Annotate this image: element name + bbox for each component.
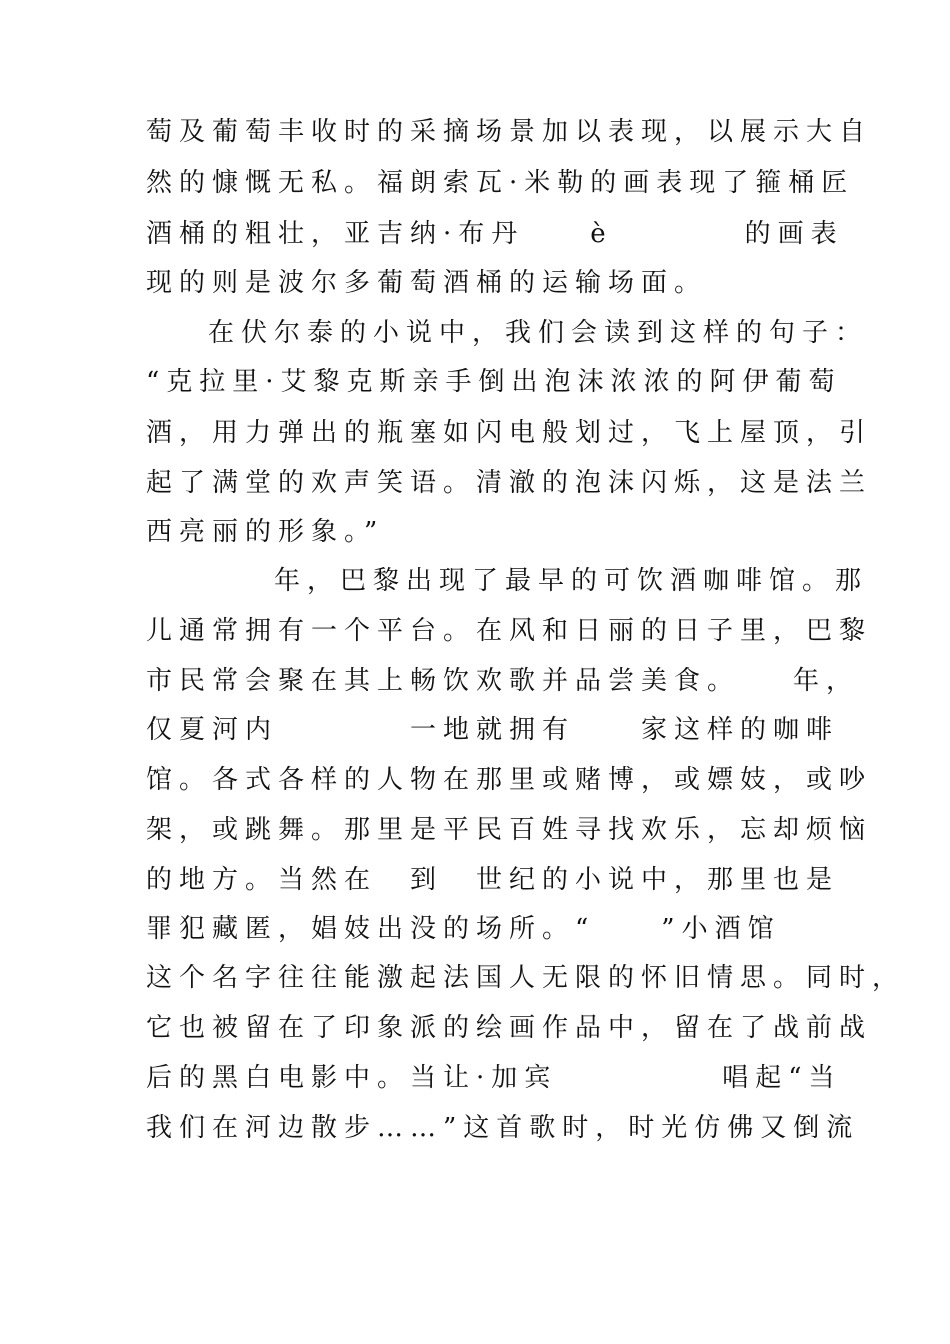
text-line: 儿通常拥有一个平台。在风和日丽的日子里，巴黎: [146, 616, 873, 646]
text-line: 的地方。当然在 到 世纪的小说中，那里也是: [146, 865, 840, 895]
text-line: 起了满堂的欢声笑语。清澈的泡沫闪烁，这是法兰: [146, 468, 873, 498]
text-line: 酒桶的粗壮，亚吉纳·布丹 è 的画表: [146, 219, 844, 249]
text-line: 在伏尔泰的小说中，我们会读到这样的句子：: [208, 318, 869, 348]
text-line: 仅夏河内 一地就拥有 家这样的咖啡: [146, 715, 840, 745]
text-line: 后的黑白电影中。当让·加宾 唱起“当: [146, 1063, 842, 1093]
text-line: 萄及葡萄丰收时的采摘场景加以表现，以展示大自: [146, 117, 873, 147]
text-line: 现的则是波尔多葡萄酒桶的运输场面。: [146, 268, 708, 298]
text-line: 这个名字往往能激起法国人无限的怀旧情思。同时，: [146, 963, 906, 993]
text-line: 馆。各式各样的人物在那里或赌博，或嫖妓，或吵: [146, 765, 873, 795]
text-line: 架，或跳舞。那里是平民百姓寻找欢乐，忘却烦恼: [146, 815, 873, 845]
text-line: 市民常会聚在其上畅饮欢歌并品尝美食。 年，: [146, 666, 860, 696]
text-line: 我们在河边散步……”这首歌时，时光仿佛又倒流: [146, 1113, 860, 1143]
text-line: 酒，用力弹出的瓶塞如闪电般划过，飞上屋顶，引: [146, 418, 873, 448]
text-line: 罪犯藏匿，娼妓出没的场所。“ ”小酒馆: [146, 914, 781, 944]
text-line: 它也被留在了印象派的绘画作品中，留在了战前战: [146, 1013, 873, 1043]
text-line: “克拉里·艾黎克斯亲手倒出泡沫浓浓的阿伊葡萄: [146, 367, 842, 397]
text-line: 然的慷慨无私。福朗索瓦·米勒的画表现了箍桶匠: [146, 168, 855, 198]
text-line: 西亮丽的形象。”: [146, 517, 385, 547]
text-line: 年，巴黎出现了最早的可饮酒咖啡馆。那: [208, 566, 869, 596]
